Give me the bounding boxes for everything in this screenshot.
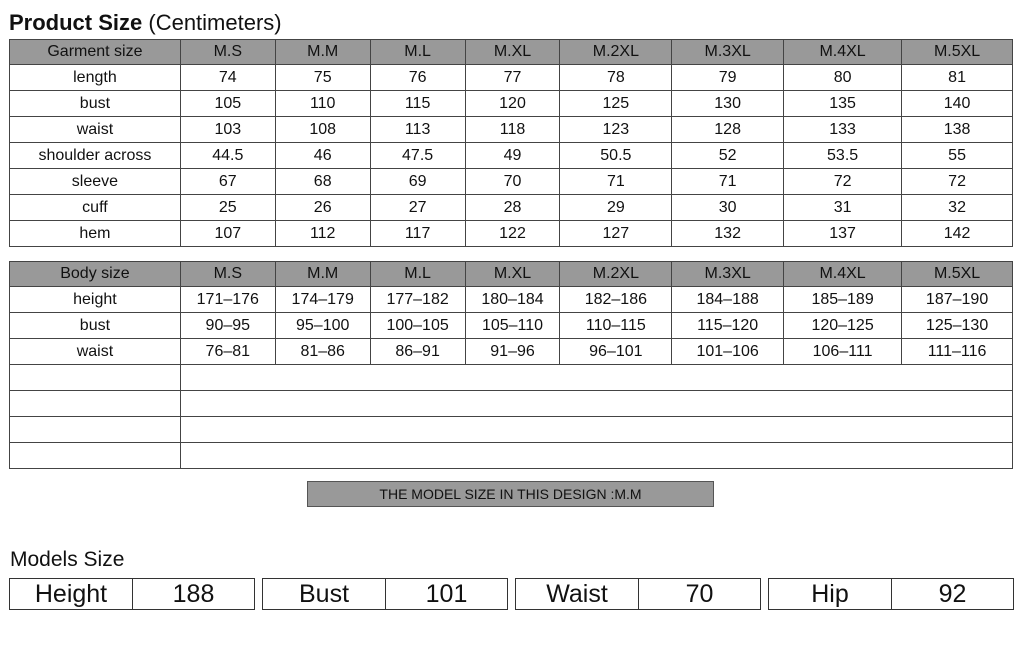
table-cell: 46 (275, 143, 370, 169)
table-cell: 117 (370, 221, 465, 247)
table-cell: 120–125 (784, 313, 902, 339)
table-cell: 130 (672, 91, 784, 117)
table-cell: 86–91 (370, 339, 465, 365)
table-cell: 128 (672, 117, 784, 143)
table-header-row (10, 40, 1013, 65)
table-cell: 26 (275, 195, 370, 221)
empty-row (10, 443, 1013, 469)
table-cell: 78 (560, 65, 672, 91)
table-cell: 49 (465, 143, 560, 169)
table-cell: 180–184 (465, 287, 560, 313)
table-cell: 132 (672, 221, 784, 247)
table-cell: 123 (560, 117, 672, 143)
header-size: M.M (275, 262, 370, 287)
table-cell: 55 (902, 143, 1013, 169)
table-row (10, 91, 1013, 117)
header-size: M.3XL (672, 262, 784, 287)
table-cell: 103 (180, 117, 275, 143)
table-row (10, 221, 1013, 247)
row-label: height (10, 287, 181, 313)
table-cell: 44.5 (180, 143, 275, 169)
table-cell: 177–182 (370, 287, 465, 313)
row-label: length (10, 65, 181, 91)
header-size: M.2XL (560, 262, 672, 287)
empty-cell (10, 443, 181, 469)
measure-value: 101 (425, 579, 468, 608)
row-label: waist (10, 117, 181, 143)
measure-label: Bust (263, 579, 386, 609)
table-cell: 133 (784, 117, 902, 143)
table-cell: 81 (902, 65, 1013, 91)
table-cell: 125–130 (902, 313, 1013, 339)
table-cell: 110–115 (560, 313, 672, 339)
table-row (10, 65, 1013, 91)
models-measures (9, 578, 1014, 610)
table-cell: 100–105 (370, 313, 465, 339)
table-cell: 112 (275, 221, 370, 247)
empty-row (10, 391, 1013, 417)
measure-bust (262, 578, 508, 610)
table-cell: 120 (465, 91, 560, 117)
table-cell: 79 (672, 65, 784, 91)
table-cell: 107 (180, 221, 275, 247)
table-cell: 76 (370, 65, 465, 91)
table-cell: 118 (465, 117, 560, 143)
measure-hip (768, 578, 1014, 610)
header-size: M.XL (465, 262, 560, 287)
table-cell: 182–186 (560, 287, 672, 313)
table-cell: 106–111 (784, 339, 902, 365)
table-cell: 80 (784, 65, 902, 91)
table-cell: 138 (902, 117, 1013, 143)
table-cell: 90–95 (180, 313, 275, 339)
empty-row (10, 417, 1013, 443)
table-cell: 52 (672, 143, 784, 169)
table-cell: 113 (370, 117, 465, 143)
table-cell: 115 (370, 91, 465, 117)
table-cell: 47.5 (370, 143, 465, 169)
table-cell: 105 (180, 91, 275, 117)
table-cell: 115–120 (672, 313, 784, 339)
table-cell: 71 (672, 169, 784, 195)
table-cell: 174–179 (275, 287, 370, 313)
header-size: M.S (180, 40, 275, 65)
header-size: M.3XL (672, 40, 784, 65)
table-row (10, 143, 1013, 169)
header-size: M.L (370, 40, 465, 65)
table-cell: 53.5 (784, 143, 902, 169)
table-cell: 105–110 (465, 313, 560, 339)
table-cell: 137 (784, 221, 902, 247)
header-size: M.4XL (784, 262, 902, 287)
row-label: bust (10, 313, 181, 339)
header-size: M.S (180, 262, 275, 287)
table-cell: 127 (560, 221, 672, 247)
row-label: sleeve (10, 169, 181, 195)
table-cell: 31 (784, 195, 902, 221)
title-main: Product Size (9, 10, 143, 35)
measure-height (9, 578, 255, 610)
empty-cell (180, 365, 1012, 391)
table-cell: 70 (465, 169, 560, 195)
table-cell: 67 (180, 169, 275, 195)
table-cell: 71 (560, 169, 672, 195)
table-cell: 110 (275, 91, 370, 117)
table-row (10, 117, 1013, 143)
table-cell: 72 (902, 169, 1013, 195)
row-label: shoulder across (10, 143, 181, 169)
table-cell: 68 (275, 169, 370, 195)
table-row (10, 339, 1013, 365)
table-cell: 69 (370, 169, 465, 195)
table-cell: 27 (370, 195, 465, 221)
table-cell: 185–189 (784, 287, 902, 313)
table-row (10, 195, 1013, 221)
header-size: M.L (370, 262, 465, 287)
header-size: M.5XL (902, 40, 1013, 65)
table-cell: 101–106 (672, 339, 784, 365)
measure-waist (515, 578, 761, 610)
table-cell: 72 (784, 169, 902, 195)
table-row (10, 169, 1013, 195)
table-cell: 96–101 (560, 339, 672, 365)
empty-cell (10, 417, 181, 443)
table-cell: 76–81 (180, 339, 275, 365)
table-cell: 74 (180, 65, 275, 91)
page-title (9, 10, 282, 36)
table-cell: 140 (902, 91, 1013, 117)
table-cell: 125 (560, 91, 672, 117)
empty-row (10, 365, 1013, 391)
header-size: M.XL (465, 40, 560, 65)
table-header-row (10, 262, 1013, 287)
table-cell: 91–96 (465, 339, 560, 365)
measure-label: Hip (769, 579, 892, 609)
table-cell: 108 (275, 117, 370, 143)
table-cell: 25 (180, 195, 275, 221)
measure-value: 70 (685, 579, 714, 608)
body-size-table (9, 261, 1013, 469)
header-size: M.M (275, 40, 370, 65)
row-label: cuff (10, 195, 181, 221)
table-cell: 29 (560, 195, 672, 221)
measure-value: 188 (172, 579, 215, 608)
garment-size-table (9, 39, 1013, 247)
table-cell: 28 (465, 195, 560, 221)
title-sub: (Centimeters) (148, 10, 282, 35)
table-cell: 77 (465, 65, 560, 91)
table-cell: 81–86 (275, 339, 370, 365)
models-size-title: Models Size (10, 548, 125, 571)
measure-label: Waist (516, 579, 639, 609)
table-cell: 122 (465, 221, 560, 247)
header-size: M.5XL (902, 262, 1013, 287)
table-row (10, 287, 1013, 313)
measure-label: Height (10, 579, 133, 609)
table-cell: 95–100 (275, 313, 370, 339)
empty-cell (180, 417, 1012, 443)
table-cell: 184–188 (672, 287, 784, 313)
header-size: M.2XL (560, 40, 672, 65)
measure-value: 92 (938, 579, 967, 608)
row-label: hem (10, 221, 181, 247)
model-size-banner: THE MODEL SIZE IN THIS DESIGN :M.M (307, 481, 714, 507)
empty-cell (10, 365, 181, 391)
header-label: Garment size (10, 40, 181, 65)
header-label: Body size (10, 262, 181, 287)
empty-cell (10, 391, 181, 417)
table-cell: 32 (902, 195, 1013, 221)
header-size: M.4XL (784, 40, 902, 65)
empty-cell (180, 391, 1012, 417)
empty-cell (180, 443, 1012, 469)
table-cell: 135 (784, 91, 902, 117)
table-cell: 50.5 (560, 143, 672, 169)
table-cell: 142 (902, 221, 1013, 247)
row-label: bust (10, 91, 181, 117)
row-label: waist (10, 339, 181, 365)
table-cell: 75 (275, 65, 370, 91)
table-cell: 30 (672, 195, 784, 221)
table-cell: 187–190 (902, 287, 1013, 313)
table-cell: 171–176 (180, 287, 275, 313)
table-row (10, 313, 1013, 339)
table-cell: 111–116 (902, 339, 1013, 365)
